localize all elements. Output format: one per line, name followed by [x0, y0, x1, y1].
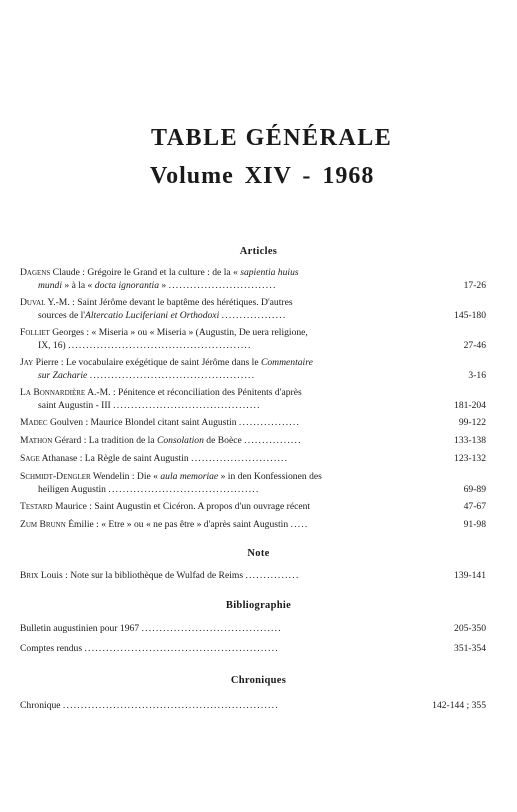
entry-title: de Boèce	[203, 435, 245, 446]
author-surname: Duval	[20, 297, 46, 308]
page-title: TABLE GÉNÉRALE	[151, 125, 393, 151]
entry-title: : La Règle de saint Augustin	[77, 453, 192, 464]
section-heading-note: Note	[247, 548, 270, 559]
section-heading-bibliographie: Bibliographie	[225, 600, 292, 611]
author-given: Gérard	[54, 435, 82, 446]
author-given: Pierre	[35, 357, 59, 368]
leader-dots: ...................................................	[68, 339, 252, 351]
author-given: Georges	[52, 327, 85, 338]
author-given: Y.-M.	[47, 297, 70, 308]
author-surname: Schmidt-Dengler	[20, 471, 91, 482]
leader-dots: ...........................	[191, 453, 289, 464]
toc-entry	[20, 643, 486, 656]
page-range: 47-67	[434, 501, 486, 514]
entry-title: : Note sur la bibliothèque de Wulfad de Reims	[62, 570, 246, 581]
page-range: 133-138	[434, 435, 486, 448]
toc-entry	[20, 623, 486, 636]
entry-title: saint Augustin - III	[38, 399, 114, 411]
entry-title: : « Etre » ou « ne pas être » d'après saint Augustin	[93, 519, 291, 530]
entry-title: heiligen Augustin	[38, 483, 109, 495]
entry-title: : Le vocabulaire exégétique de saint Jérôme dans le	[58, 357, 261, 368]
author-given: Claude	[52, 267, 80, 278]
leader-dots: ..........................................	[108, 483, 260, 495]
entry-title: : Saint Jérôme devant le baptême des hérétiques. D'autres	[69, 297, 293, 308]
toc-entry	[20, 519, 486, 532]
entry-title-italic: Commentaire	[260, 357, 313, 368]
entry-title-italic: sur Zacharie	[38, 369, 88, 381]
toc-entry	[20, 501, 486, 514]
author-surname: Brix	[20, 570, 39, 581]
entry-title: : Die «	[129, 471, 161, 482]
author-given: Wendelin	[92, 471, 130, 482]
toc-entry	[20, 417, 486, 430]
entry-title-italic: Altercatio Luciferiani et Orthodoxi	[85, 309, 220, 321]
leader-dots: ..................	[221, 309, 287, 321]
entry-title: : Maurice Blondel citant saint Augustin	[83, 417, 239, 428]
entry-title: IX, 16)	[38, 339, 69, 351]
toc-entry	[20, 357, 486, 382]
entry-title: Bulletin augustinien pour 1967	[20, 623, 142, 634]
leader-dots: ......................................................	[84, 643, 279, 654]
entry-title: : Saint Augustin et Cicéron. A propos d'un ouvrage récent	[86, 501, 311, 512]
entry-title: » à la «	[61, 279, 95, 291]
author-surname: Madec	[20, 417, 48, 428]
toc-entry	[20, 297, 486, 322]
leader-dots: .....	[290, 519, 309, 530]
page-range: 123-132	[434, 453, 486, 466]
entry-title-italic: aula memoriae	[160, 471, 219, 482]
toc-entry	[20, 453, 486, 466]
entry-title-italic: docta ignorantia	[94, 279, 159, 291]
page-range: 17-26	[434, 280, 486, 293]
leader-dots: ..............................	[168, 279, 277, 291]
entry-title: sources de l'	[38, 309, 86, 321]
author-given: Louis	[40, 570, 63, 581]
leader-dots: .................	[238, 417, 301, 428]
page-range: 205-350	[434, 623, 486, 636]
author-given: Athanase	[41, 453, 78, 464]
page-range: 3-16	[434, 370, 486, 383]
entry-title: : « Miseria » ou « Miseria » (Augustin, De uera religione,	[84, 327, 308, 338]
entry-title: Chronique	[20, 700, 63, 711]
page-range: 139-141	[434, 570, 486, 583]
page-range: 27-46	[434, 340, 486, 353]
page-range: 145-180	[434, 310, 486, 323]
page-range: 69-89	[434, 484, 486, 497]
author-surname: Jay	[20, 357, 34, 368]
entry-title-italic: sapientia huius	[240, 267, 299, 278]
author-surname: Mathon	[20, 435, 53, 446]
leader-dots: .........................................	[113, 399, 261, 411]
page-range: 99-122	[434, 417, 486, 430]
leader-dots: ................	[244, 435, 302, 446]
entry-title: : La tradition de la	[81, 435, 157, 446]
toc-entry	[20, 387, 486, 412]
entry-title: »	[159, 279, 169, 291]
leader-dots: ..............................................	[89, 369, 256, 381]
author-surname: Folliet	[20, 327, 50, 338]
toc-entry	[20, 267, 486, 292]
author-given: A.-M.	[87, 387, 111, 398]
author-surname: Zum Brunn	[20, 519, 66, 530]
toc-entry	[20, 471, 486, 496]
page-range: 142-144 ; 355	[428, 700, 486, 713]
author-given: Goulven	[50, 417, 84, 428]
author-surname: Sage	[20, 453, 40, 464]
page-range: 181-204	[434, 400, 486, 413]
toc-entry	[20, 700, 486, 713]
section-heading-articles: Articles	[239, 246, 278, 257]
page-range: 91-98	[434, 519, 486, 532]
entry-title: : Pénitence et réconciliation des Pénitents d'après	[110, 387, 302, 398]
entry-title: Comptes rendus	[20, 643, 85, 654]
section-heading-chroniques: Chroniques	[230, 675, 287, 686]
leader-dots: ............................................................	[62, 700, 279, 711]
entry-title: : Grégoire le Grand et la culture : de la «	[79, 267, 241, 278]
entry-title: » in den Konfessionen des	[218, 471, 322, 482]
author-surname: Dagens	[20, 267, 51, 278]
author-given: Maurice	[54, 501, 87, 512]
volume-heading: Volume XIV - 1968	[150, 163, 375, 189]
leader-dots: .......................................	[141, 623, 282, 634]
author-surname: La Bonnardière	[20, 387, 86, 398]
toc-entry	[20, 570, 486, 583]
page-range: 351-354	[434, 643, 486, 656]
leader-dots: ...............	[245, 570, 300, 581]
author-surname: Testard	[20, 501, 53, 512]
author-given: Émilie	[68, 519, 94, 530]
entry-title-italic: mundi	[38, 279, 62, 291]
entry-title-italic: Consolation	[156, 435, 204, 446]
toc-entry	[20, 435, 486, 448]
toc-entry	[20, 327, 486, 352]
